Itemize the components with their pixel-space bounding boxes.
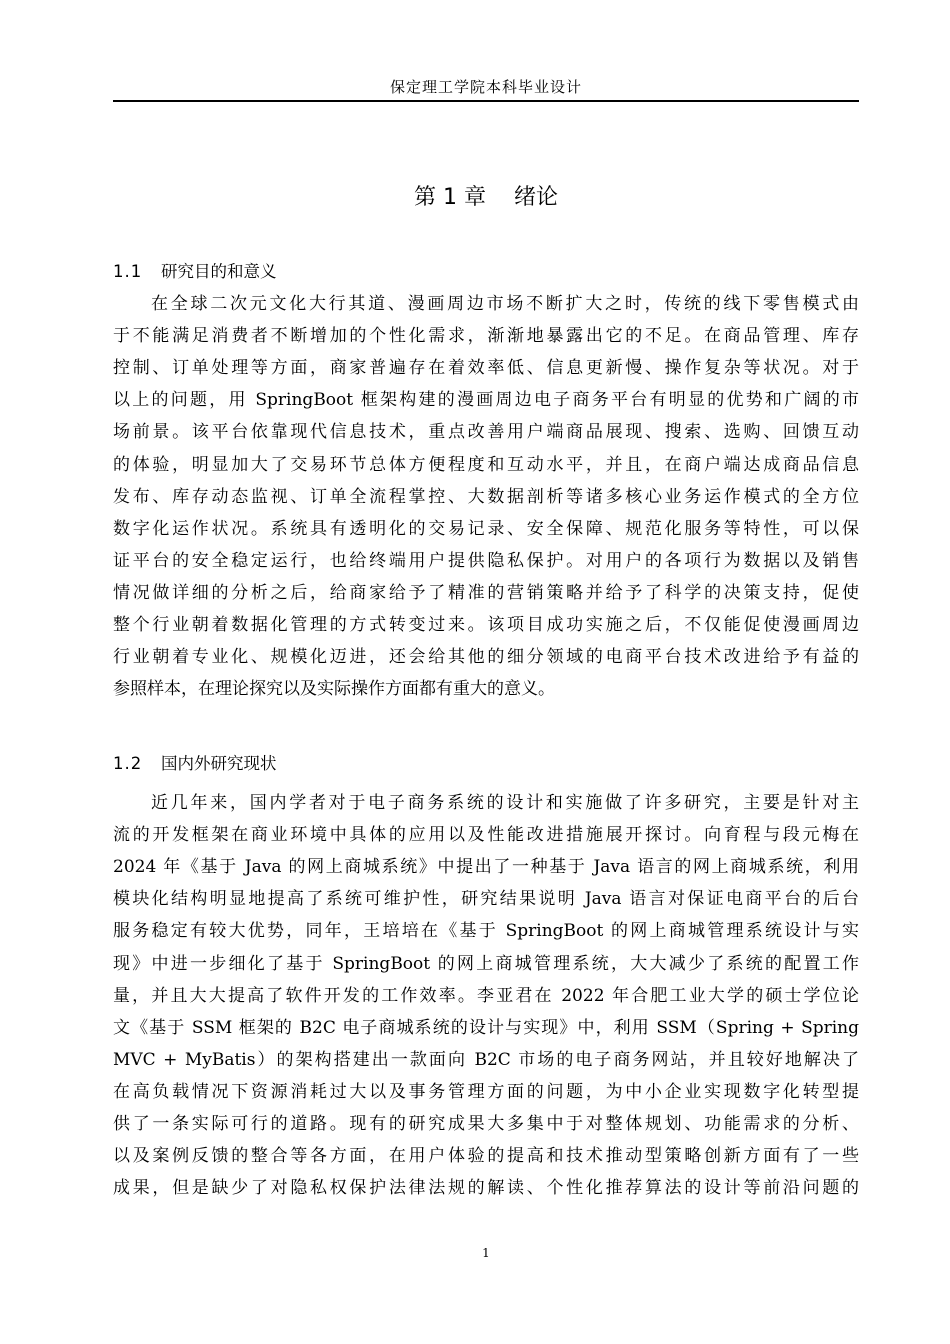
- paragraph-line: 以上的问题，用 SpringBoot 框架构建的漫画周边电子商务平台有明显的优势和广阔的市: [113, 390, 859, 410]
- header-rule: [113, 100, 859, 102]
- paragraph-line: 文《基于 SSM 框架的 B2C 电子商城系统的设计与实现》中，利用 SSM（Spring + Spring: [113, 1018, 859, 1038]
- paragraph-line: 行业朝着专业化、规模化迈进，还会给其他的细分领域的电商平台技术改进给予有益的: [113, 647, 859, 667]
- chapter-number: 第 1 章: [414, 185, 486, 210]
- paragraph-line: 供了一条实际可行的道路。现有的研究成果大多集中于对整体规划、功能需求的分析、: [113, 1114, 859, 1134]
- paragraph-line: 发布、库存动态监视、订单全流程掌控、大数据剖析等诸多核心业务运作模式的全方位: [113, 487, 859, 507]
- chapter-title: [113, 180, 859, 211]
- paragraph-line: 情况做详细的分析之后，给商家给予了精准的营销策略并给予了科学的决策支持，促使: [113, 583, 859, 603]
- paragraph-line: 2024 年《基于 Java 的网上商城系统》中提出了一种基于 Java 语言的网上商城系统，利用: [113, 857, 859, 877]
- paragraph-line: 数字化运作状况。系统具有透明化的交易记录、安全保障、规范化服务等特性，可以保: [113, 519, 859, 539]
- paragraph-line: 在高负载情况下资源消耗过大以及事务管理方面的问题，为中小企业实现数字化转型提: [113, 1082, 859, 1102]
- paragraph-line: 整个行业朝着数据化管理的方式转变过来。该项目成功实施之后，不仅能促使漫画周边: [113, 615, 859, 635]
- paragraph-line: 现》中进一步细化了基于 SpringBoot 的网上商城管理系统，大大减少了系统的配置工作: [113, 954, 859, 974]
- paragraph-line: 参照样本，在理论探究以及实际操作方面都有重大的意义。: [113, 679, 555, 699]
- running-header: 保定理工学院本科毕业设计: [389, 78, 582, 96]
- page-number: 1: [482, 1246, 490, 1260]
- paragraph-line: 以及案例反馈的整合等各方面，在用户体验的提高和技术推动型策略创新方面有了一些: [113, 1146, 859, 1166]
- paragraph-line: 流的开发框架在商业环境中具体的应用以及性能改进措施展开探讨。向育程与段元梅在: [113, 825, 859, 845]
- paragraph-line: MVC + MyBatis）的架构搭建出一款面向 B2C 市场的电子商务网站，并且较好地解决了: [113, 1050, 859, 1070]
- section-title: 国内外研究现状: [161, 754, 277, 773]
- paragraph-line: 服务稳定有较大优势，同年，王培培在《基于 SpringBoot 的网上商城管理系统设计与实: [113, 921, 859, 941]
- paragraph-line: 模块化结构明显地提高了系统可维护性，研究结果说明 Java 语言对保证电商平台的后台: [113, 889, 859, 909]
- paragraph-line: 于不能满足消费者不断增加的个性化需求，渐渐地暴露出它的不足。在商品管理、库存: [113, 326, 859, 346]
- paragraph-line: 的体验，明显加大了交易环节总体方便程度和互动水平，并且，在商户端达成商品信息: [113, 455, 859, 475]
- section-number: 1.1: [113, 262, 143, 281]
- paragraph-line: 证平台的安全稳定运行，也给终端用户提供隐私保护。对用户的各项行为数据以及销售: [113, 551, 859, 571]
- paragraph-line: 量，并且大大提高了软件开发的工作效率。李亚君在 2022 年合肥工业大学的硕士学位论: [113, 986, 859, 1006]
- paragraph-line: 场前景。该平台依靠现代信息技术，重点改善用户端商品展现、搜索、选购、回馈互动: [113, 422, 859, 442]
- paragraph-line: 在全球二次元文化大行其道、漫画周边市场不断扩大之时，传统的线下零售模式由: [151, 294, 859, 314]
- paragraph-line: 控制、订单处理等方面，商家普遍存在着效率低、信息更新慢、操作复杂等状况。对于: [113, 358, 859, 378]
- section-title: 研究目的和意义: [161, 262, 277, 281]
- section-heading: [113, 258, 277, 282]
- section-number: 1.2: [113, 754, 143, 773]
- paragraph-line: 成果，但是缺少了对隐私权保护法律法规的解读、个性化推荐算法的设计等前沿问题的: [113, 1178, 859, 1198]
- section-heading: [113, 750, 277, 774]
- paragraph-line: 近几年来，国内学者对于电子商务系统的设计和实施做了许多研究，主要是针对主: [151, 793, 859, 813]
- chapter-name: 绪论: [513, 185, 558, 210]
